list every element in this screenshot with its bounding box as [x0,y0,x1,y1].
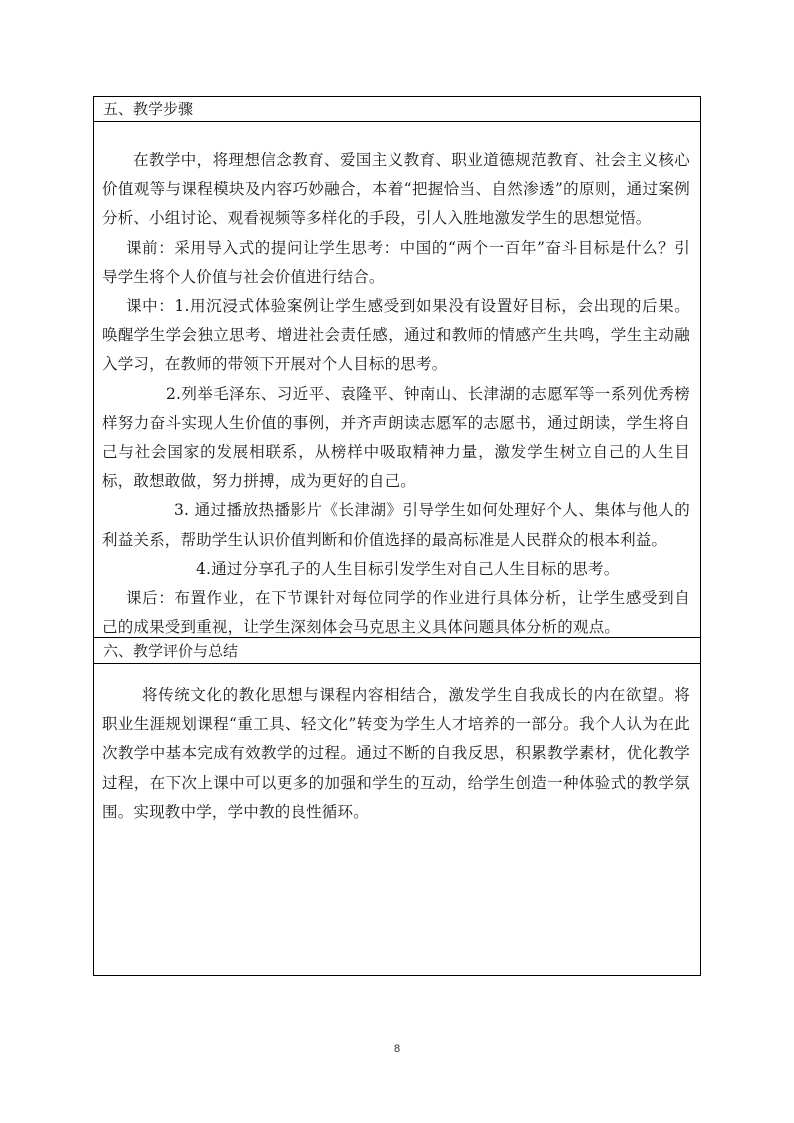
teaching-intro-paragraph: 在教学中，将理想信念教育、爱国主义教育、职业道德规范教育、社会主义核心价值观等与课程模块及内容巧妙融合，本着“把握恰当、自然渗透”的原则，通过案例分析、小组讨论、观看视频等多样化的手段，引人入胜地激发学生的思想觉悟。 [102,151,690,228]
section-six-body [102,681,690,827]
page-number: 8 [393,1043,401,1055]
evaluation-summary-paragraph: 将传统文化的教化思想与课程内容相结合，激发学生自我成长的内在欲望。将职业生涯规划课程“重工具、轻文化”转变为学生人才培养的一部分。我个人认为在此次教学中基本完成有效教学的过程。通过不断的自我反思，积累教学素材，优化教学过程，在下次上课中可以更多的加强和学生的互动，给学生创造一种体验式的教学氛围。实现教中学，学中教的良性循环。 [102,686,690,821]
in-class-step-4-paragraph: 4.通过分享孔子的人生目标引发学生对自己人生目标的思考。 [196,559,620,578]
section-six-header [94,637,700,664]
in-class-step-2-paragraph: 2.列举毛泽东、习近平、袁隆平、钟南山、长津湖的志愿军等一系列优秀榜样努力奋斗实现人生价值的事例，并齐声朗读志愿军的志愿书，通过朗读，学生将自己与社会国家的发展相联系，从榜样中吸取精神力量，激发学生树立自己的人生目标，敢想敢做，努力拼搏，成为更好的自己。 [102,384,690,491]
section-five-title: 五、教学步骤 [103,100,194,118]
lesson-plan-table [93,96,701,976]
after-class-paragraph: 课后：布置作业，在下节课针对每位同学的作业进行具体分析，让学生感受到自己的成果受到重视，让学生深刻体会马克思主义具体问题具体分析的观点。 [102,589,690,637]
in-class-step-1-paragraph: 课中：1.用沉浸式体验案例让学生感受到如果没有设置好目标，会出现的后果。唤醒学生学会独立思考、增进社会责任感，通过和教师的情感产生共鸣，学生主动融入学习，在教师的带领下开展对个人目标的思考。 [102,297,690,374]
pre-class-paragraph: 课前：采用导入式的提问让学生思考：中国的“两个一百年”奋斗目标是什么？引导学生将个人价值与社会价值进行结合。 [102,238,690,286]
section-five-body [102,146,690,642]
section-five-header [94,97,700,122]
section-six-title: 六、教学评价与总结 [103,642,239,660]
in-class-step-3-paragraph: 3. 通过播放热播影片《长津湖》引导学生如何处理好个人、集体与他人的利益关系，帮助学生认识价值判断和价值选择的最高标准是人民群众的根本利益。 [102,501,690,549]
